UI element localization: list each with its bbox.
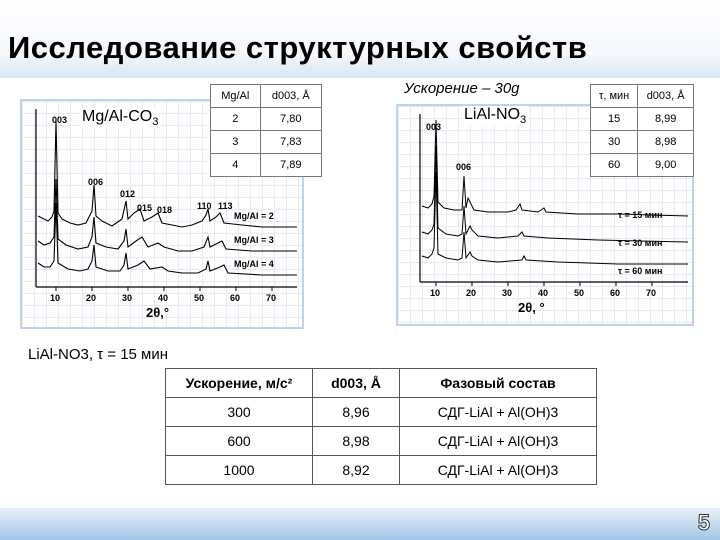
table-row bbox=[211, 108, 322, 131]
acceleration-caption: Ускорение – 30g bbox=[404, 80, 520, 97]
x-tick-50: 50 bbox=[194, 293, 205, 303]
table-header-row bbox=[211, 85, 322, 108]
x-tick-50: 50 bbox=[574, 288, 585, 298]
cell-tau: 15 bbox=[591, 108, 638, 131]
x-axis-title: 2θ, ° bbox=[518, 300, 545, 315]
peak-label-006: 006 bbox=[88, 177, 104, 187]
x-tick-60: 60 bbox=[230, 293, 241, 303]
col-header-tau: τ, мин bbox=[591, 85, 638, 108]
table-row bbox=[166, 427, 597, 456]
col-header-d003: d003, Å bbox=[260, 85, 321, 108]
cell-acceleration: 300 bbox=[166, 398, 313, 427]
lial-no3-label bbox=[462, 106, 528, 126]
cell-phase: СДГ-LiAl + Al(OH)3 bbox=[400, 427, 597, 456]
table-row bbox=[591, 131, 694, 154]
tau-d003-table bbox=[590, 84, 694, 177]
x-tick-40: 40 bbox=[538, 288, 549, 298]
cell-mgal: 3 bbox=[211, 131, 261, 154]
footer-bar bbox=[0, 508, 720, 540]
peak-label-006: 006 bbox=[456, 162, 472, 172]
x-tick-30: 30 bbox=[502, 288, 513, 298]
cell-d003: 7,83 bbox=[260, 131, 321, 154]
col-header-d003: d003, Å bbox=[638, 85, 694, 108]
series-label-tau-30: τ = 30 мин bbox=[618, 238, 663, 248]
table-header-row bbox=[166, 369, 597, 398]
x-tick-30: 30 bbox=[122, 293, 133, 303]
mgal-label-sub: 3 bbox=[152, 116, 159, 129]
page-number: 5 bbox=[697, 510, 710, 535]
peak-label-012: 012 bbox=[120, 189, 136, 199]
col-header-phase: Фазовый состав bbox=[400, 369, 597, 398]
peak-label-015: 015 bbox=[137, 203, 153, 213]
cell-mgal: 2 bbox=[211, 108, 261, 131]
peak-label-003: 003 bbox=[52, 115, 68, 125]
peak-label-003: 003 bbox=[426, 122, 442, 132]
cell-d003: 8,98 bbox=[313, 427, 400, 456]
x-tick-10: 10 bbox=[430, 288, 441, 298]
cell-tau: 30 bbox=[591, 131, 638, 154]
table-header-row bbox=[591, 85, 694, 108]
x-tick-70: 70 bbox=[646, 288, 657, 298]
mgal-label-main: Mg/Al-CO bbox=[82, 108, 153, 125]
x-tick-60: 60 bbox=[610, 288, 621, 298]
table-row bbox=[166, 398, 597, 427]
acceleration-phase-table bbox=[165, 368, 597, 485]
cell-d003: 7,80 bbox=[260, 108, 321, 131]
x-tick-40: 40 bbox=[158, 293, 169, 303]
cell-d003: 9,00 bbox=[638, 154, 694, 177]
series-label-mgal-3: Mg/Al = 3 bbox=[234, 235, 274, 245]
peak-label-018: 018 bbox=[157, 205, 173, 215]
x-tick-10: 10 bbox=[50, 293, 61, 303]
col-header-d003: d003, Å bbox=[313, 369, 400, 398]
mgal-d003-table bbox=[210, 84, 322, 177]
condition-label: LiAl-NO3, τ = 15 мин bbox=[28, 346, 169, 363]
cell-d003: 7,89 bbox=[260, 154, 321, 177]
mgal-co3-label bbox=[80, 108, 160, 128]
col-header-acceleration: Ускорение, м/с² bbox=[166, 369, 313, 398]
x-axis-title: 2θ,° bbox=[146, 305, 170, 320]
cell-tau: 60 bbox=[591, 154, 638, 177]
cell-d003: 8,96 bbox=[313, 398, 400, 427]
cell-d003: 8,99 bbox=[638, 108, 694, 131]
x-tick-20: 20 bbox=[466, 288, 477, 298]
x-tick-70: 70 bbox=[266, 293, 277, 303]
x-tick-20: 20 bbox=[86, 293, 97, 303]
peak-label-110: 110 bbox=[197, 201, 212, 211]
lial-label-main: LiAl-NO bbox=[464, 106, 521, 123]
cell-acceleration: 600 bbox=[166, 427, 313, 456]
table-row bbox=[591, 154, 694, 177]
table-row bbox=[591, 108, 694, 131]
cell-d003: 8,92 bbox=[313, 456, 400, 485]
series-label-tau-15: τ = 15 мин bbox=[618, 210, 663, 220]
cell-d003: 8,98 bbox=[638, 131, 694, 154]
peak-label-113: 113 bbox=[218, 201, 233, 211]
series-label-mgal-4: Mg/Al = 4 bbox=[234, 259, 274, 269]
table-row bbox=[211, 154, 322, 177]
series-label-tau-60: τ = 60 мин bbox=[618, 266, 663, 276]
cell-mgal: 4 bbox=[211, 154, 261, 177]
lial-label-sub: 3 bbox=[520, 114, 527, 127]
col-header-mgal: Mg/Al bbox=[211, 85, 261, 108]
series-label-mgal-2: Mg/Al = 2 bbox=[234, 211, 274, 221]
cell-acceleration: 1000 bbox=[166, 456, 313, 485]
table-row bbox=[211, 131, 322, 154]
cell-phase: СДГ-LiAl + Al(OH)3 bbox=[400, 398, 597, 427]
cell-phase: СДГ-LiAl + Al(OH)3 bbox=[400, 456, 597, 485]
table-row bbox=[166, 456, 597, 485]
slide-title: Исследование структурных свойств bbox=[8, 30, 588, 65]
